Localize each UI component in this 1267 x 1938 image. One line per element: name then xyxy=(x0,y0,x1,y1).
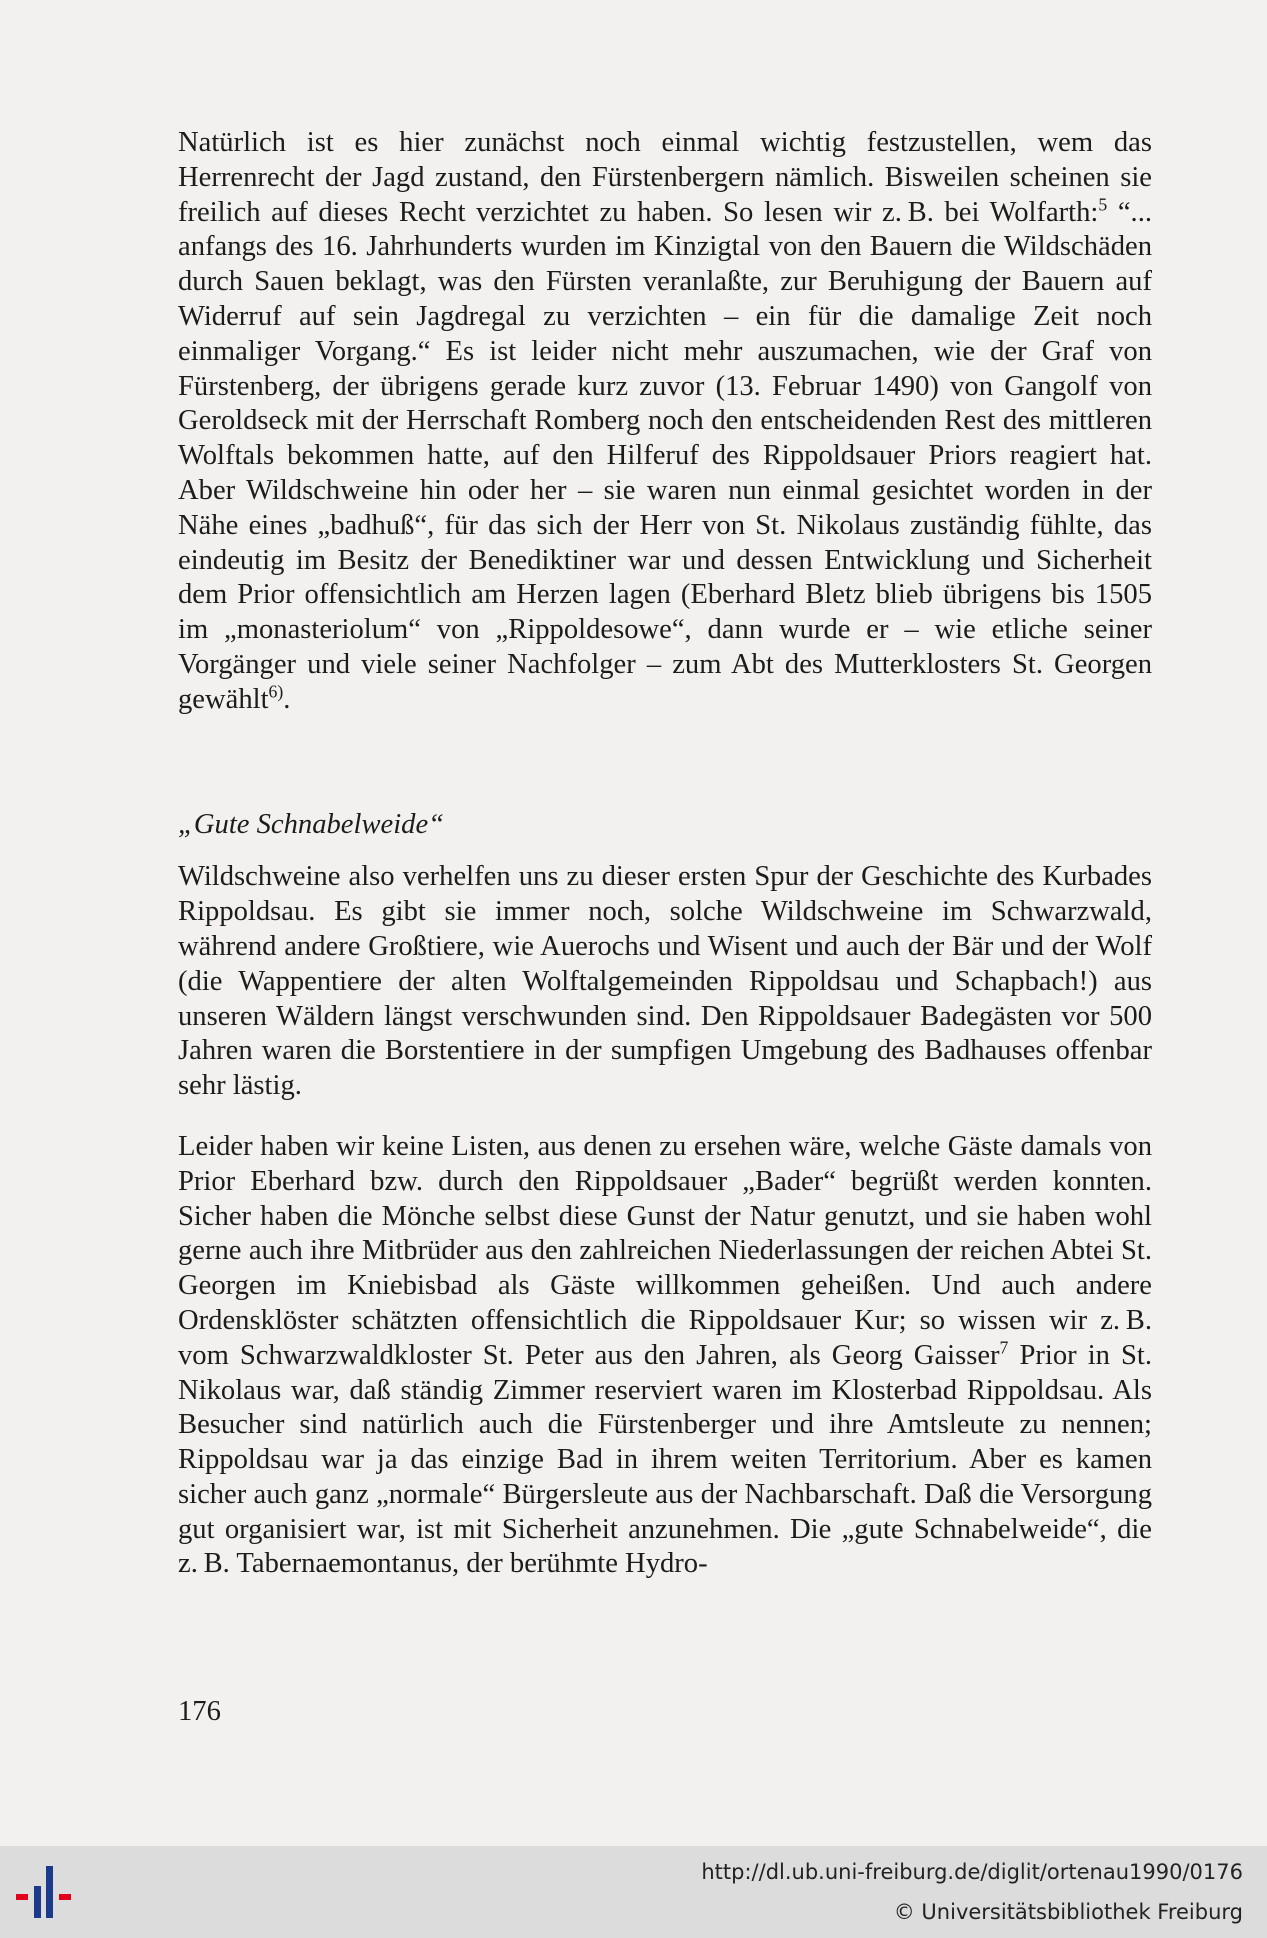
paragraph-text: “... anfangs des 16. Jahrhunderts wurden im Kinzigtal von den Bauern die Wildschäden durch Sauen beklagt, was den Fürsten veranlaßte, zur Beruhigung der Bauern auf Widerruf auf sein Jagdregal zu verzichten – ein für die damalige Zeit noch einmaliger Vorgang.“ Es ist leider nicht mehr auszumachen, wie der Graf von Fürstenberg, der übrigens gerade kurz zuvor (13. Februar 1490) von Gangolf von Geroldseck mit der Herrschaft Romberg noch den entscheidenden Rest des mittleren Wolftals bekommen hatte, auf den Hilferuf des Rippoldsauer Priors reagiert hat. Aber Wildschweine hin oder her – sie waren nun einmal gesichtet worden in der Nähe eines „badhuß“, für das sich der Herr von St. Nikolaus zuständig fühlte, das eindeutig im Besitz der Benediktiner war und dessen Entwicklung und Sicherheit dem Prior offensichtlich am Herzen lagen (Eberhard Bletz blieb übrigens bis 1505 im „monasteriolum“ von „Rippoldesowe“, dann wurde er – wie etliche seiner Vorgänger und viele seiner Nachfolger – zum Abt des Mutterklosters St. Georgen gewählt xyxy=(178,196,1152,715)
section-heading: „Gute Schnabelweide“ xyxy=(178,808,445,840)
footer-url-link[interactable]: http://dl.ub.uni-freiburg.de/diglit/ortenau1990/0176 xyxy=(701,1860,1243,1884)
paragraph-1 xyxy=(178,126,1152,718)
footnote-marker-7: 7 xyxy=(999,1337,1009,1358)
page-number: 176 xyxy=(178,1696,221,1727)
paragraph-text: . xyxy=(283,683,291,715)
footnote-marker-5: 5 xyxy=(1098,194,1108,215)
footer-copyright: © Universitätsbibliothek Freiburg xyxy=(893,1900,1243,1924)
footnote-marker-6: 6) xyxy=(268,681,284,702)
paragraph-text: Leider haben wir keine Listen, aus denen zu ersehen wäre, welche Gäste damals von Prior Eberhard bzw. durch den Rippoldsauer „Bader“ begrüßt werden konnten. Sicher haben die Mönche selbst diese Gunst der Natur genutzt, und sie haben wohl gerne auch ihre Mitbrüder aus den zahlreichen Niederlassungen der reichen Abtei St. Georgen im Kniebisbad als Gäste willkommen geheißen. Und auch andere Ordensklöster schätzten offensichtlich die Rippoldsauer Kur; so wissen wir z. B. vom Schwarzwaldkloster St. Peter aus den Jahren, als Georg Gaisser xyxy=(178,1130,1152,1371)
page-body xyxy=(178,126,1152,1582)
paragraph-2: Wildschweine also verhelfen uns zu dieser ersten Spur der Geschichte des Kurbades Rippoldsau. Es gibt sie immer noch, solche Wildschweine im Schwarzwald, während andere Großtiere, wie Auerochs und Wisent und auch der Bär und der Wolf (die Wappentiere der alten Wolftalgemeinden Rippoldsau und Schapbach!) aus unseren Wäldern längst verschwunden sind. Den Rippoldsauer Badegästen vor 500 Jahren waren die Borstentiere in der sumpfigen Umgebung des Badhauses offenbar sehr lästig. xyxy=(178,861,1152,1102)
paragraph-text: Prior in St. Nikolaus war, daß ständig Zimmer reserviert waren im Klosterbad Rippoldsau. Als Besucher sind natürlich auch die Fürstenberger und ihre Amtsleute zu nennen; Rippoldsau war ja das einzige Bad in ihrem weiten Territorium. Aber es kamen sicher auch ganz „normale“ Bürgersleute aus der Nachbarschaft. Daß die Versorgung gut organisiert war, ist mit Sicherheit anzunehmen. Die „gute Schnabelweide“, die z. B. Tabernaemontanus, der berühmte Hydro- xyxy=(178,1339,1152,1580)
paragraph-text: Natürlich ist es hier zunächst noch einmal wichtig festzustellen, wem das Herrenrecht der Jagd zustand, den Fürstenbergern nämlich. Bisweilen scheinen sie freilich auf dieses Recht verzichtet zu haben. So lesen wir z. B. bei Wolfarth: xyxy=(178,127,1152,228)
paragraph-3 xyxy=(178,1130,1152,1582)
library-logo-icon xyxy=(14,1864,84,1920)
footer-bar xyxy=(0,1846,1267,1938)
